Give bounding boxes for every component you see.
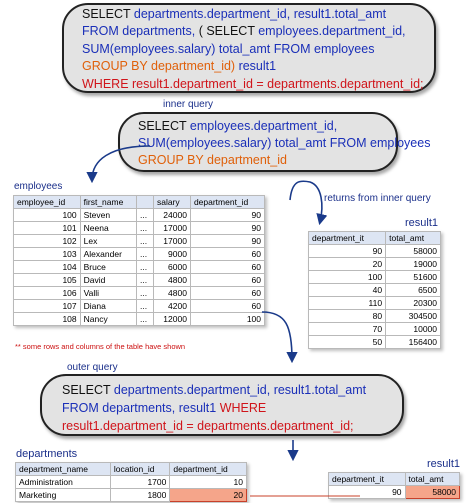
table-cell: 58000 <box>405 486 459 499</box>
table-row <box>14 248 265 261</box>
table-header-cell: department_id <box>190 196 264 209</box>
outer-query-bubble <box>40 374 404 436</box>
code-line <box>62 399 402 417</box>
employees-note: ** some rows and columns of the table have shown <box>15 342 186 351</box>
table-row <box>309 297 441 310</box>
table-row <box>309 245 441 258</box>
table-cell: ... <box>136 261 153 274</box>
table-row <box>14 274 265 287</box>
table-header-cell <box>136 196 153 209</box>
code-token: departments.department_id, result1.total_amt <box>133 7 387 21</box>
table-cell: 40 <box>309 284 386 297</box>
inner-query-label: inner query <box>163 99 214 110</box>
table-cell: 4800 <box>153 274 190 287</box>
table-cell: 1700 <box>110 476 169 489</box>
outer-query-code <box>62 381 402 435</box>
outer-query-label: outer query <box>67 362 118 373</box>
code-token: GROUP BY department_id) <box>82 59 236 74</box>
code-token: WHERE result1.department_id = departments.department_id; <box>82 76 424 91</box>
table-cell: 70 <box>309 323 386 336</box>
code-token: result1 <box>235 59 277 74</box>
code-token: GROUP BY department_id <box>138 153 287 167</box>
table-cell: 304500 <box>386 310 441 323</box>
table-cell: Marketing <box>16 489 111 502</box>
table-cell: 17000 <box>153 222 190 235</box>
table-cell: 90 <box>190 235 264 248</box>
table-cell: 20 <box>170 489 247 502</box>
code-line <box>82 58 434 75</box>
table-cell: 100 <box>14 209 81 222</box>
table-header-cell: total_amt <box>405 473 459 486</box>
code-token: FROM employees <box>270 41 375 56</box>
table-cell: 4200 <box>153 300 190 313</box>
table-header-cell: employee_id <box>14 196 81 209</box>
employees-label: employees <box>14 181 63 192</box>
table-header-cell: department_it <box>329 473 406 486</box>
table-cell: ... <box>136 222 153 235</box>
code-token: FROM employees <box>326 136 431 150</box>
code-line <box>82 41 434 58</box>
table-cell: 103 <box>14 248 81 261</box>
table-cell: 20 <box>309 258 386 271</box>
result1-bottom-label: result1 <box>427 458 461 470</box>
result1-label: result1 <box>405 217 439 229</box>
table-cell: 58000 <box>386 245 441 258</box>
table-cell: 100 <box>190 313 264 326</box>
code-token: SELECT <box>62 383 114 397</box>
table-header-row <box>14 196 265 209</box>
code-token: SELECT <box>82 7 134 21</box>
table-cell: Lex <box>80 235 136 248</box>
table-cell: 101 <box>14 222 81 235</box>
result1-table <box>308 231 441 349</box>
table-row <box>14 222 265 235</box>
table-cell: 107 <box>14 300 81 313</box>
table-cell: 60 <box>190 287 264 300</box>
table-cell: 20300 <box>386 297 441 310</box>
code-line <box>62 381 402 399</box>
departments-label: departments <box>16 448 78 460</box>
arrow-employees-to-result1 <box>290 181 322 222</box>
employees-table <box>13 195 265 326</box>
table-cell: ... <box>136 248 153 261</box>
table-cell: 105 <box>14 274 81 287</box>
table-cell: ... <box>136 274 153 287</box>
table-cell: 90 <box>329 486 406 499</box>
table-cell: 60 <box>190 248 264 261</box>
result1-bottom-table <box>328 472 460 499</box>
table-cell: Bruce <box>80 261 136 274</box>
table-header-cell: location_id <box>110 463 169 476</box>
table-cell: 102 <box>14 235 81 248</box>
table-cell: 80 <box>309 310 386 323</box>
table-cell: 10000 <box>386 323 441 336</box>
arrow-to-outer-query <box>262 312 292 360</box>
table-cell: Diana <box>80 300 136 313</box>
code-token: employees.department_id, <box>258 24 406 39</box>
table-cell: 1800 <box>110 489 169 502</box>
code-token: SUM(employees.salary) total_amt <box>82 41 271 56</box>
code-token: departments.department_id, result1.total_amt <box>113 383 367 397</box>
table-cell: 12000 <box>153 313 190 326</box>
table-row <box>309 336 441 349</box>
code-line <box>138 118 396 135</box>
code-token: employees.department_id, <box>189 119 338 133</box>
code-line <box>82 76 434 93</box>
table-cell: Administration <box>16 476 111 489</box>
departments-table <box>15 462 247 502</box>
table-header-row <box>16 463 247 476</box>
code-line <box>82 6 434 23</box>
code-line <box>138 135 431 152</box>
table-header-cell: first_name <box>80 196 136 209</box>
table-row <box>14 287 265 300</box>
code-line <box>62 417 402 435</box>
main-query-code <box>82 6 434 93</box>
table-row <box>329 486 460 499</box>
table-cell: 9000 <box>153 248 190 261</box>
table-header-cell: salary <box>153 196 190 209</box>
table-header-cell: department_it <box>309 232 386 245</box>
table-row <box>309 310 441 323</box>
table-cell: ... <box>136 287 153 300</box>
returns-from-inner-query-label: returns from inner query <box>324 193 431 204</box>
inner-query-bubble <box>118 112 431 172</box>
code-token: SUM(employees.salary) total_amt <box>138 136 327 150</box>
table-cell: 6000 <box>153 261 190 274</box>
inner-query-code <box>138 118 431 169</box>
table-row <box>309 323 441 336</box>
table-cell: 60 <box>190 274 264 287</box>
table-cell: 50 <box>309 336 386 349</box>
code-token: SELECT <box>138 119 190 133</box>
table-cell: Neena <box>80 222 136 235</box>
table-row <box>14 261 265 274</box>
table-cell: 51600 <box>386 271 441 284</box>
table-cell: 60 <box>190 300 264 313</box>
table-cell: David <box>80 274 136 287</box>
table-cell: 110 <box>309 297 386 310</box>
table-cell: 90 <box>309 245 386 258</box>
table-cell: ... <box>136 313 153 326</box>
code-token: result1.department_id = departments.department_id; <box>62 419 354 433</box>
table-row <box>14 235 265 248</box>
table-cell: ... <box>136 209 153 222</box>
table-cell: 90 <box>190 222 264 235</box>
table-header-row <box>329 473 460 486</box>
table-header-cell: total_amt <box>386 232 441 245</box>
table-cell: 60 <box>190 261 264 274</box>
table-row <box>14 209 265 222</box>
table-row <box>309 258 441 271</box>
table-row <box>16 476 247 489</box>
table-row <box>309 271 441 284</box>
table-cell: Steven <box>80 209 136 222</box>
table-cell: 104 <box>14 261 81 274</box>
table-cell: 6500 <box>386 284 441 297</box>
table-cell: 156400 <box>386 336 441 349</box>
table-cell: 106 <box>14 287 81 300</box>
table-cell: 108 <box>14 313 81 326</box>
code-token: ( SELECT <box>195 24 259 39</box>
table-cell: Alexander <box>80 248 136 261</box>
code-token: FROM departments, <box>82 24 196 39</box>
main-query-bubble <box>62 3 436 93</box>
code-line <box>138 152 396 169</box>
table-row <box>14 313 265 326</box>
table-row <box>16 489 247 502</box>
table-header-cell: department_name <box>16 463 111 476</box>
table-cell: 100 <box>309 271 386 284</box>
table-cell: ... <box>136 300 153 313</box>
table-cell: 19000 <box>386 258 441 271</box>
table-cell: Nancy <box>80 313 136 326</box>
table-row <box>309 284 441 297</box>
table-cell: 24000 <box>153 209 190 222</box>
table-cell: Valli <box>80 287 136 300</box>
code-line <box>82 23 434 40</box>
table-header-cell: department_id <box>170 463 247 476</box>
table-cell: 90 <box>190 209 264 222</box>
table-cell: 17000 <box>153 235 190 248</box>
table-row <box>14 300 265 313</box>
table-cell: ... <box>136 235 153 248</box>
code-token: FROM departments, result1 <box>62 401 220 415</box>
code-token: WHERE <box>219 401 267 415</box>
table-cell: 10 <box>170 476 247 489</box>
table-cell: 4800 <box>153 287 190 300</box>
table-header-row <box>309 232 441 245</box>
